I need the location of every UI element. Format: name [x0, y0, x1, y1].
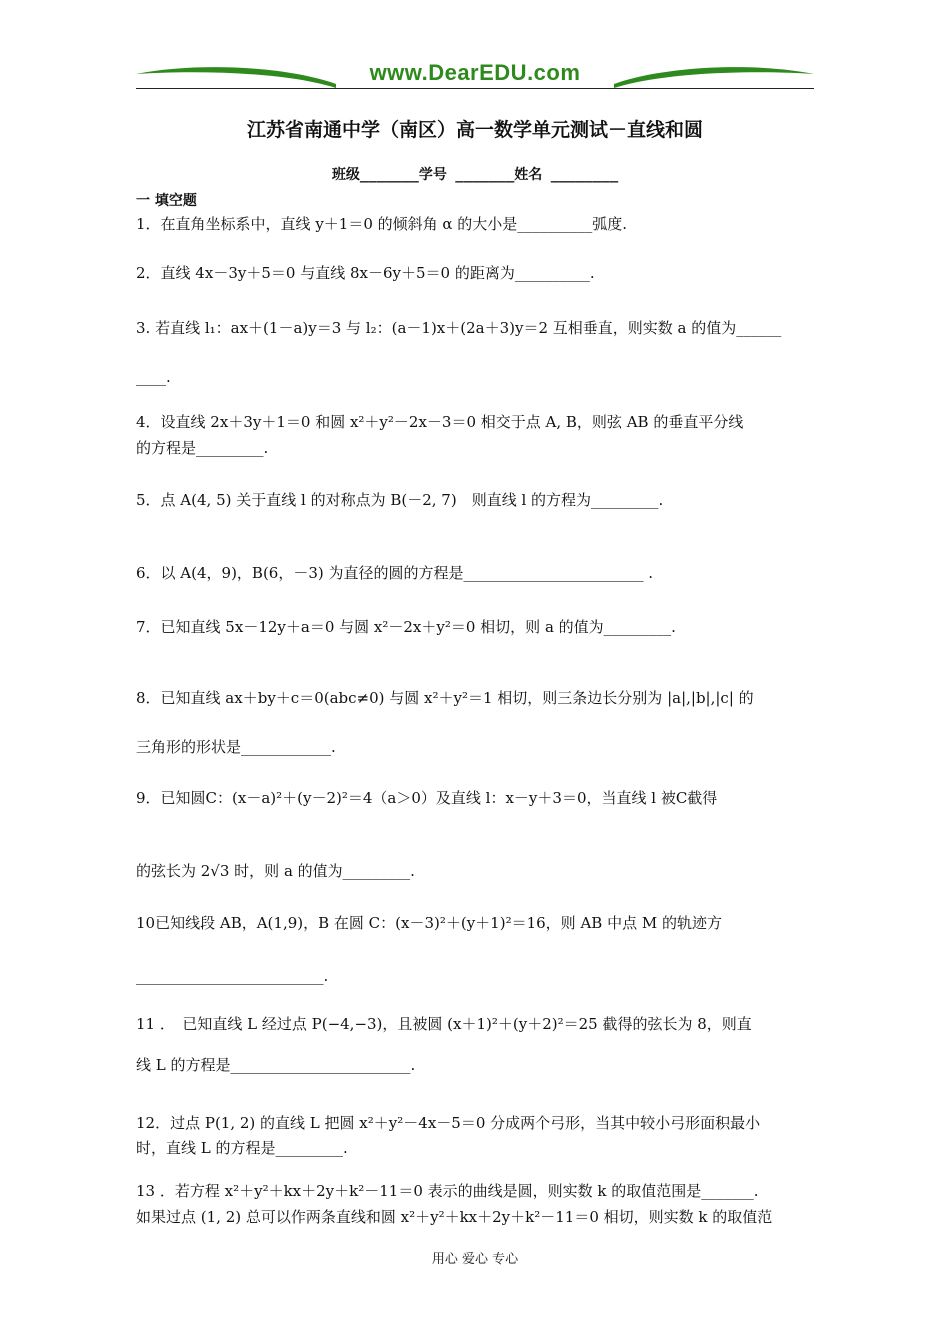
question-line: 11 ． 已知直线 L 经过点 P(−4,−3)，且被圆 (x＋1)²＋(y＋2)²＝25 截得的弦长为 8，则直	[136, 1015, 752, 1033]
question-line: _________________________.	[136, 967, 329, 985]
question-line: ____.	[136, 368, 171, 386]
question-line: 5．点 A(4, 5) 关于直线 l 的对称点为 B(－2, 7) 则直线 l 的方程为_________.	[136, 491, 664, 509]
question-line: 的方程是_________.	[136, 439, 269, 457]
question-line: 时，直线 L 的方程是_________.	[136, 1139, 348, 1157]
question-line: 如果过点 (1, 2) 总可以作两条直线和圆 x²＋y²＋kx＋2y＋k²－11＝0 相切，则实数 k 的取值范	[136, 1208, 773, 1226]
class-info-line: 班级_______学号 _______姓名 ________	[331, 167, 619, 183]
site-logo: www.DearEDU.com	[369, 60, 581, 85]
question-line: 4．设直线 2x＋3y＋1＝0 和圆 x²＋y²－2x－3＝0 相交于点 A, B，则弦 AB 的垂直平分线	[136, 413, 744, 431]
question-line: 三角形的形状是____________.	[136, 738, 336, 756]
question-line: 6．以 A(4，9)，B(6，－3) 为直径的圆的方程是________________________ .	[136, 564, 654, 582]
question-line: 7．已知直线 5x－12y＋a＝0 与圆 x²－2x＋y²＝0 相切，则 a 的值为_________.	[136, 618, 676, 636]
question-line: 9．已知圆C：(x－a)²＋(y－2)²＝4（a＞0）及直线 l：x－y＋3＝0，当直线 l 被C截得	[136, 789, 718, 807]
question-line: 13 ．若方程 x²＋y²＋kx＋2y＋k²－11＝0 表示的曲线是圆，则实数 k 的取值范围是_______.	[136, 1182, 759, 1200]
page-footer: 用心 爱心 专心	[431, 1252, 519, 1267]
section-heading: 一 填空题	[136, 193, 197, 209]
question-line: 的弦长为 2√3 时，则 a 的值为_________.	[136, 862, 415, 880]
question-line: 2．直线 4x－3y＋5＝0 与直线 8x－6y＋5＝0 的距离为__________.	[136, 264, 595, 282]
header-rule	[136, 88, 814, 89]
question-line: 1．在直角坐标系中，直线 y＋1＝0 的倾斜角 α 的大小是__________弧度.	[136, 215, 628, 233]
question-line: 8．已知直线 ax＋by＋c＝0(abc≠0) 与圆 x²＋y²＝1 相切，则三条边长分别为 |a|,|b|,|c| 的	[136, 689, 754, 707]
question-line: 10已知线段 AB，A(1,9)，B 在圆 C：(x－3)²＋(y＋1)²＝16，则 AB 中点 M 的轨迹方	[136, 914, 722, 932]
question-line: 线 L 的方程是________________________.	[136, 1056, 416, 1074]
question-line: 3. 若直线 l₁：ax＋(1－a)y＝3 与 l₂：(a－1)x＋(2a＋3)y＝2 互相垂直，则实数 a 的值为______	[136, 319, 782, 337]
page-title: 江苏省南通中学（南区）高一数学单元测试－直线和圆	[246, 119, 703, 141]
question-line: 12．过点 P(1, 2) 的直线 L 把圆 x²＋y²－4x－5＝0 分成两个弓形，当其中较小弓形面积最小	[136, 1114, 761, 1132]
page-header	[136, 60, 814, 94]
